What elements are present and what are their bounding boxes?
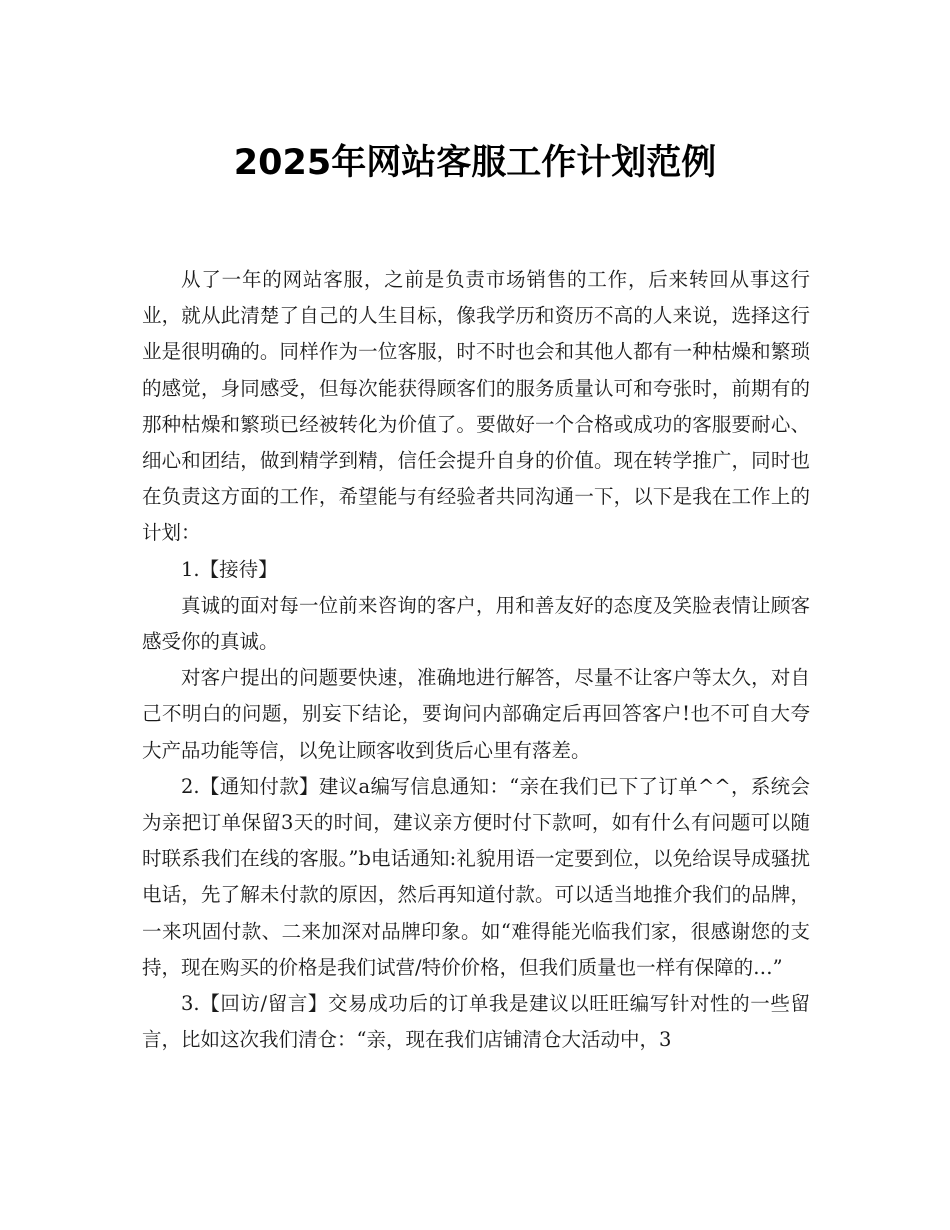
- section-heading-reception: 1.【接待】: [181, 557, 278, 581]
- document-body: [142, 262, 810, 1058]
- body-paragraph-sincerity: 真诚的面对每一位前来咨询的客户，用和善友好的态度及笑脸表情让顾客感受你的真诚。: [142, 593, 810, 654]
- body-paragraph-intro: 从了一年的网站客服，之前是负责市场销售的工作，后来转回从事这行业，就从此清楚了自己的人生目标，像我学历和资历不高的人来说，选择这行业是很明确的。同样作为一位客服，时不时也会和其他人都有一种枯燥和繁琐的感觉，身同感受，但每次能获得顾客们的服务质量认可和夸张时，前期有的那种枯燥和繁琐已经被转化为价值了。要做好一个合格或成功的客服要耐心、细心和团结，做到精学到精，信任会提升自身的价值。现在转学推广，同时也在负责这方面的工作，希望能与有经验者共同沟通一下，以下是我在工作上的计划：: [142, 268, 810, 545]
- document-title: 2025年网站客服工作计划范例: [233, 143, 717, 184]
- body-paragraph-answers: 对客户提出的问题要快速，准确地进行解答，尽量不让客户等太久，对自己不明白的问题，别妄下结论，要询问内部确定后再回答客户!也不可自大夸大产品功能等信，以免让顾客收到货后心里有落差。: [142, 666, 810, 762]
- body-paragraph-follow-up: 3.【回访/留言】交易成功后的订单我是建议以旺旺编写针对性的一些留言，比如这次我们清仓：“亲，现在我们店铺清仓大活动中，3: [142, 992, 810, 1052]
- body-paragraph-payment-notice: 2.【通知付款】建议a编写信息通知：“亲在我们已下了订单^^，系统会为亲把订单保留3天的时间，建议亲方便时付下款呵，如有什么有问题可以随时联系我们在线的客服。”b电话通知:礼貌用语一定要到位，以免给误导成骚扰电话，先了解未付款的原因，然后再知道付款。可以适当地推介我们的品牌，一来巩固付款、二来加深对品牌印象。如“难得能光临我们家，很感谢您的支持，现在购买的价格是我们试营/特价价格，但我们质量也一样有保障的…”: [142, 774, 810, 979]
